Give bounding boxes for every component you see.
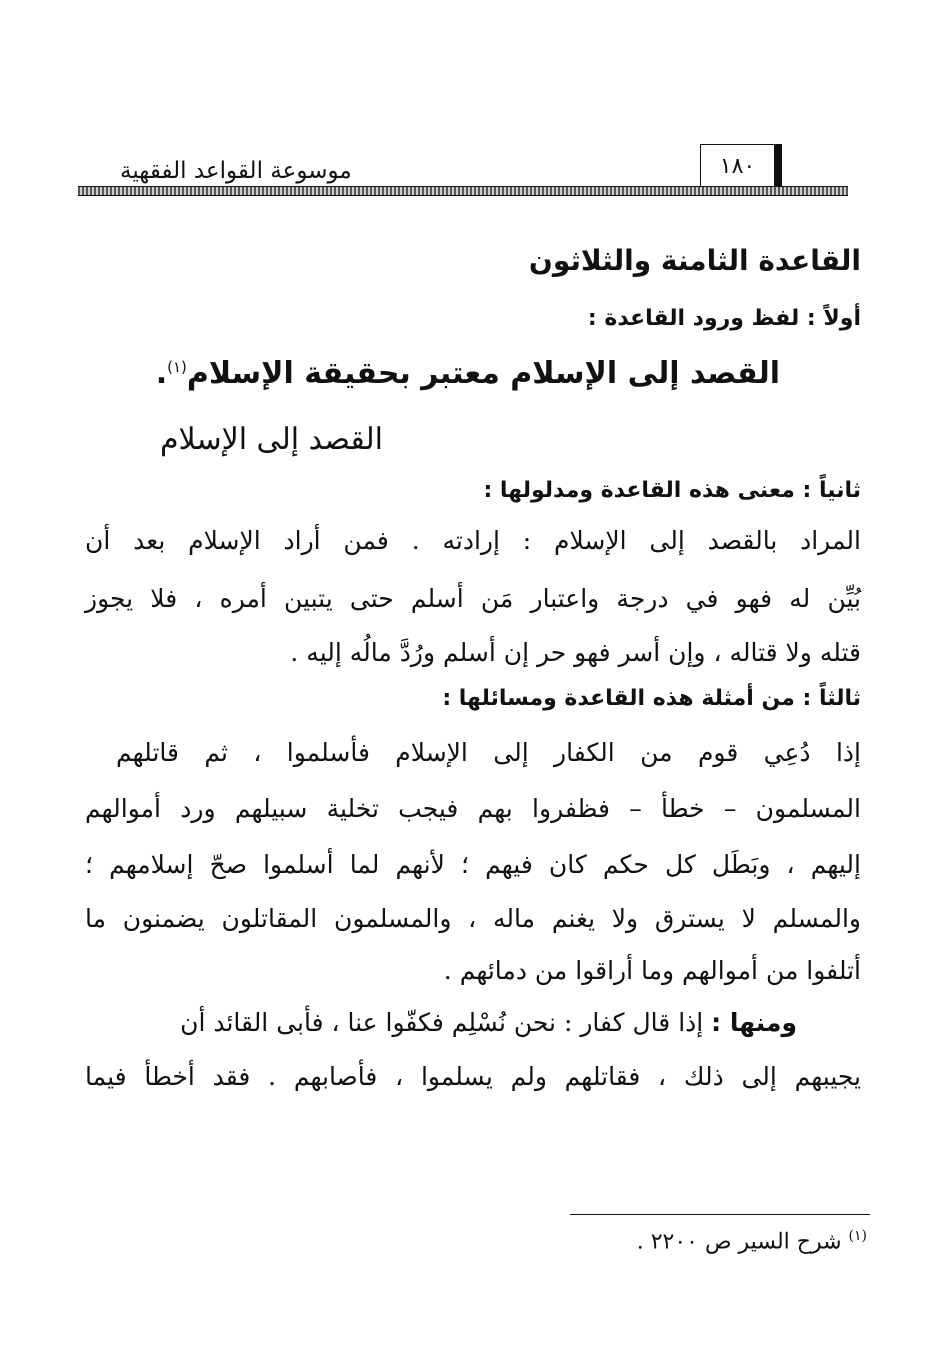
header-rule bbox=[78, 186, 848, 196]
subheading-wording: أولاً : لفظ ورود القاعدة : bbox=[587, 306, 861, 331]
rule-end: . bbox=[155, 356, 168, 391]
page-header bbox=[78, 138, 848, 206]
footnote bbox=[637, 1228, 867, 1254]
rule-repeat: القصد إلى الإسلام bbox=[159, 422, 383, 457]
para-lead: ومنها : bbox=[711, 1008, 797, 1037]
footnote-rule bbox=[570, 1214, 870, 1215]
paragraph-line: يجيبهم إلى ذلك ، فقاتلهم ولم يسلموا ، فأصابهم . فقد أخطأ فيما bbox=[85, 1062, 861, 1091]
paragraph-line: المراد بالقصد إلى الإسلام : إرادته . فمن أراد الإسلام بعد أن bbox=[85, 526, 861, 555]
page-number: ١٨٠ bbox=[700, 144, 782, 188]
paragraph-line: بُيِّن له فهو في درجة واعتبار مَن أسلم حتى يتبين أمره ، فلا يجوز bbox=[85, 584, 861, 613]
paragraph-line: إذا دُعِي قوم من الكفار إلى الإسلام فأسلموا ، ثم قاتلهم bbox=[116, 738, 861, 767]
paragraph-line: قتله ولا قتاله ، وإن أسر فهو حر إن أسلم ورُدَّ مالُه إليه . bbox=[290, 638, 861, 667]
rule-statement bbox=[156, 356, 780, 391]
footnote-marker: (١) bbox=[848, 1228, 867, 1244]
subheading-examples: ثالثاً : من أمثلة هذه القاعدة ومسائلها : bbox=[442, 686, 861, 711]
paragraph-line: إليهم ، وبَطَل كل حكم كان فيهم ؛ لأنهم لما أسلموا صحّ إسلامهم ؛ bbox=[85, 850, 861, 879]
book-title: موسوعة القواعد الفقهية bbox=[120, 158, 352, 184]
footnote-ref: (١) bbox=[167, 358, 187, 376]
subheading-meaning: ثانياً : معنى هذه القاعدة ومدلولها : bbox=[483, 478, 861, 503]
section-title: القاعدة الثامنة والثلاثون bbox=[528, 244, 861, 277]
paragraph-line: والمسلم لا يسترق ولا يغنم ماله ، والمسلمون المقاتلون يضمنون ما bbox=[85, 904, 861, 933]
paragraph-line: المسلمون – خطأ – فظفروا بهم فيجب تخلية سبيلهم ورد أموالهم bbox=[85, 794, 861, 823]
para-text: إذا قال كفار : نحن نُسْلِم فكفّوا عنا ، فأبى القائد أن bbox=[180, 1008, 704, 1037]
paragraph-line: أتلفوا من أموالهم وما أراقوا من دمائهم . bbox=[443, 956, 861, 985]
rule-text: القصد إلى الإسلام معتبر بحقيقة الإسلام bbox=[186, 356, 780, 391]
footnote-text: شرح السير ص ٢٢٠٠ . bbox=[636, 1229, 842, 1255]
paragraph-line bbox=[180, 1008, 797, 1037]
